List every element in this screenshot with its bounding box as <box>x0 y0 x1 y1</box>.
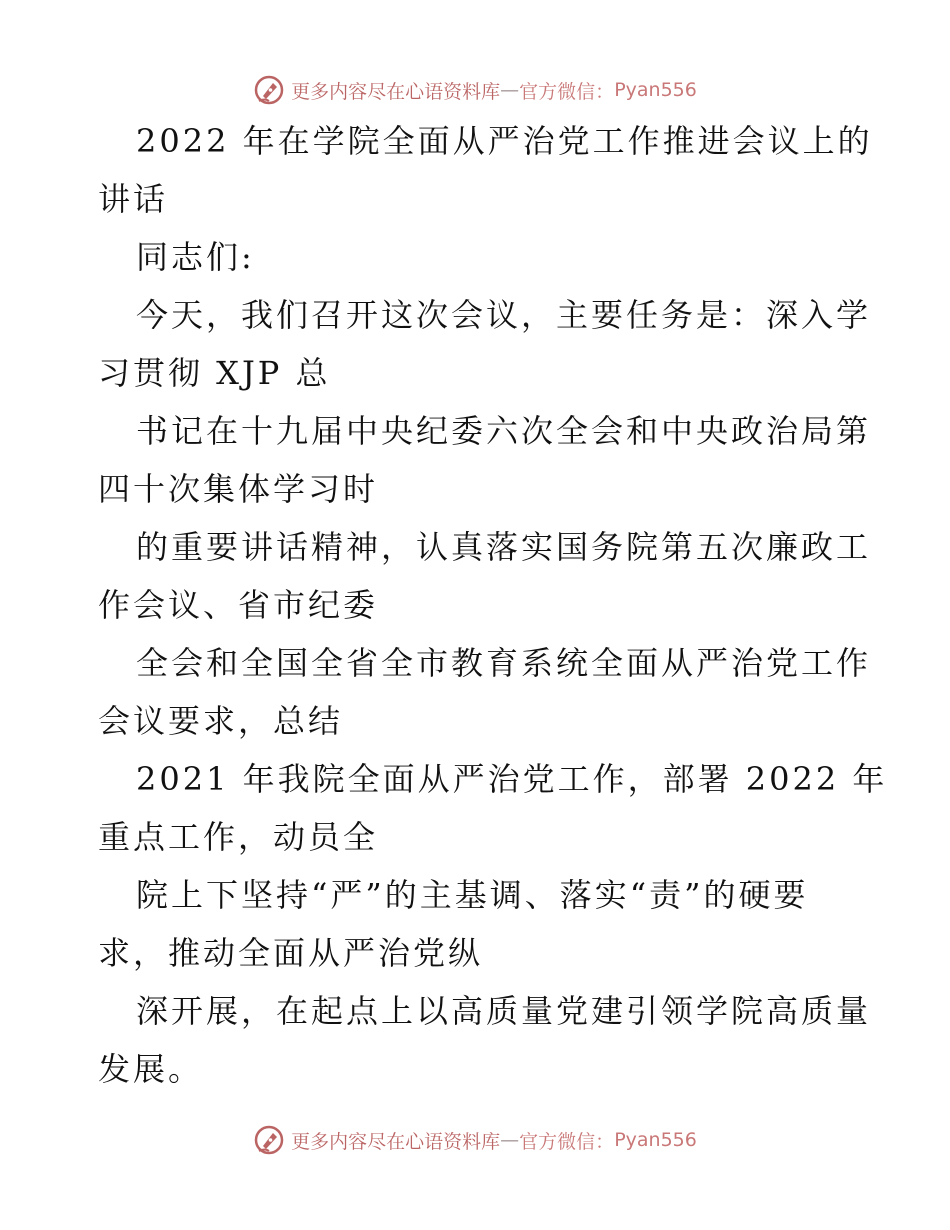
text-line: 的重要讲话精神，认真落实国务院第五次廉政工 <box>136 528 872 566</box>
text-line: 作会议、省市纪委 <box>98 586 379 624</box>
document-body <box>98 112 888 1098</box>
text-line: 习贯彻 XJP 总 <box>98 354 331 392</box>
watermark-separator: — <box>500 1129 520 1151</box>
watermark-site-text: 更多内容尽在心语资料库 <box>291 80 501 103</box>
watermark-contact-id: Pyan556 <box>614 1129 697 1151</box>
text-line: 2021 年我院全面从严治党工作，部署 2022 年 <box>136 760 888 798</box>
text-line: 四十次集体学习时 <box>98 470 379 508</box>
text-line: 求，推动全面从严治党纵 <box>98 934 484 972</box>
text-line: 今天，我们召开这次会议，主要任务是：深入学 <box>136 296 872 334</box>
text-line: 书记在十九届中央纪委六次全会和中央政治局第 <box>136 412 872 450</box>
text-line: 深开展，在起点上以高质量党建引领学院高质量 <box>136 992 872 1030</box>
watermark-contact-id: Pyan556 <box>614 79 697 101</box>
text-line: 讲话 <box>98 180 169 218</box>
watermark-site-text: 更多内容尽在心语资料库 <box>291 1130 501 1153</box>
text-line: 会议要求，总结 <box>98 702 344 740</box>
text-line: 院上下坚持“严”的主基调、落实“责”的硬要 <box>136 876 809 914</box>
watermark-contact-label: 官方微信： <box>519 1130 615 1153</box>
watermark-separator: — <box>500 79 520 101</box>
text-line: 重点工作，动员全 <box>98 818 379 856</box>
text-line: 全会和全国全省全市教育系统全面从严治党工作 <box>136 644 872 682</box>
pen-nib-circle-icon <box>253 1124 285 1156</box>
text-line: 同志们: <box>136 238 255 276</box>
text-line: 发展。 <box>98 1050 204 1088</box>
watermark-contact-label: 官方微信： <box>519 80 615 103</box>
watermark-header <box>0 70 950 110</box>
pen-nib-circle-icon <box>253 74 285 106</box>
text-line: 2022 年在学院全面从严治党工作推进会议上的 <box>136 122 873 160</box>
watermark-footer <box>0 1120 950 1160</box>
